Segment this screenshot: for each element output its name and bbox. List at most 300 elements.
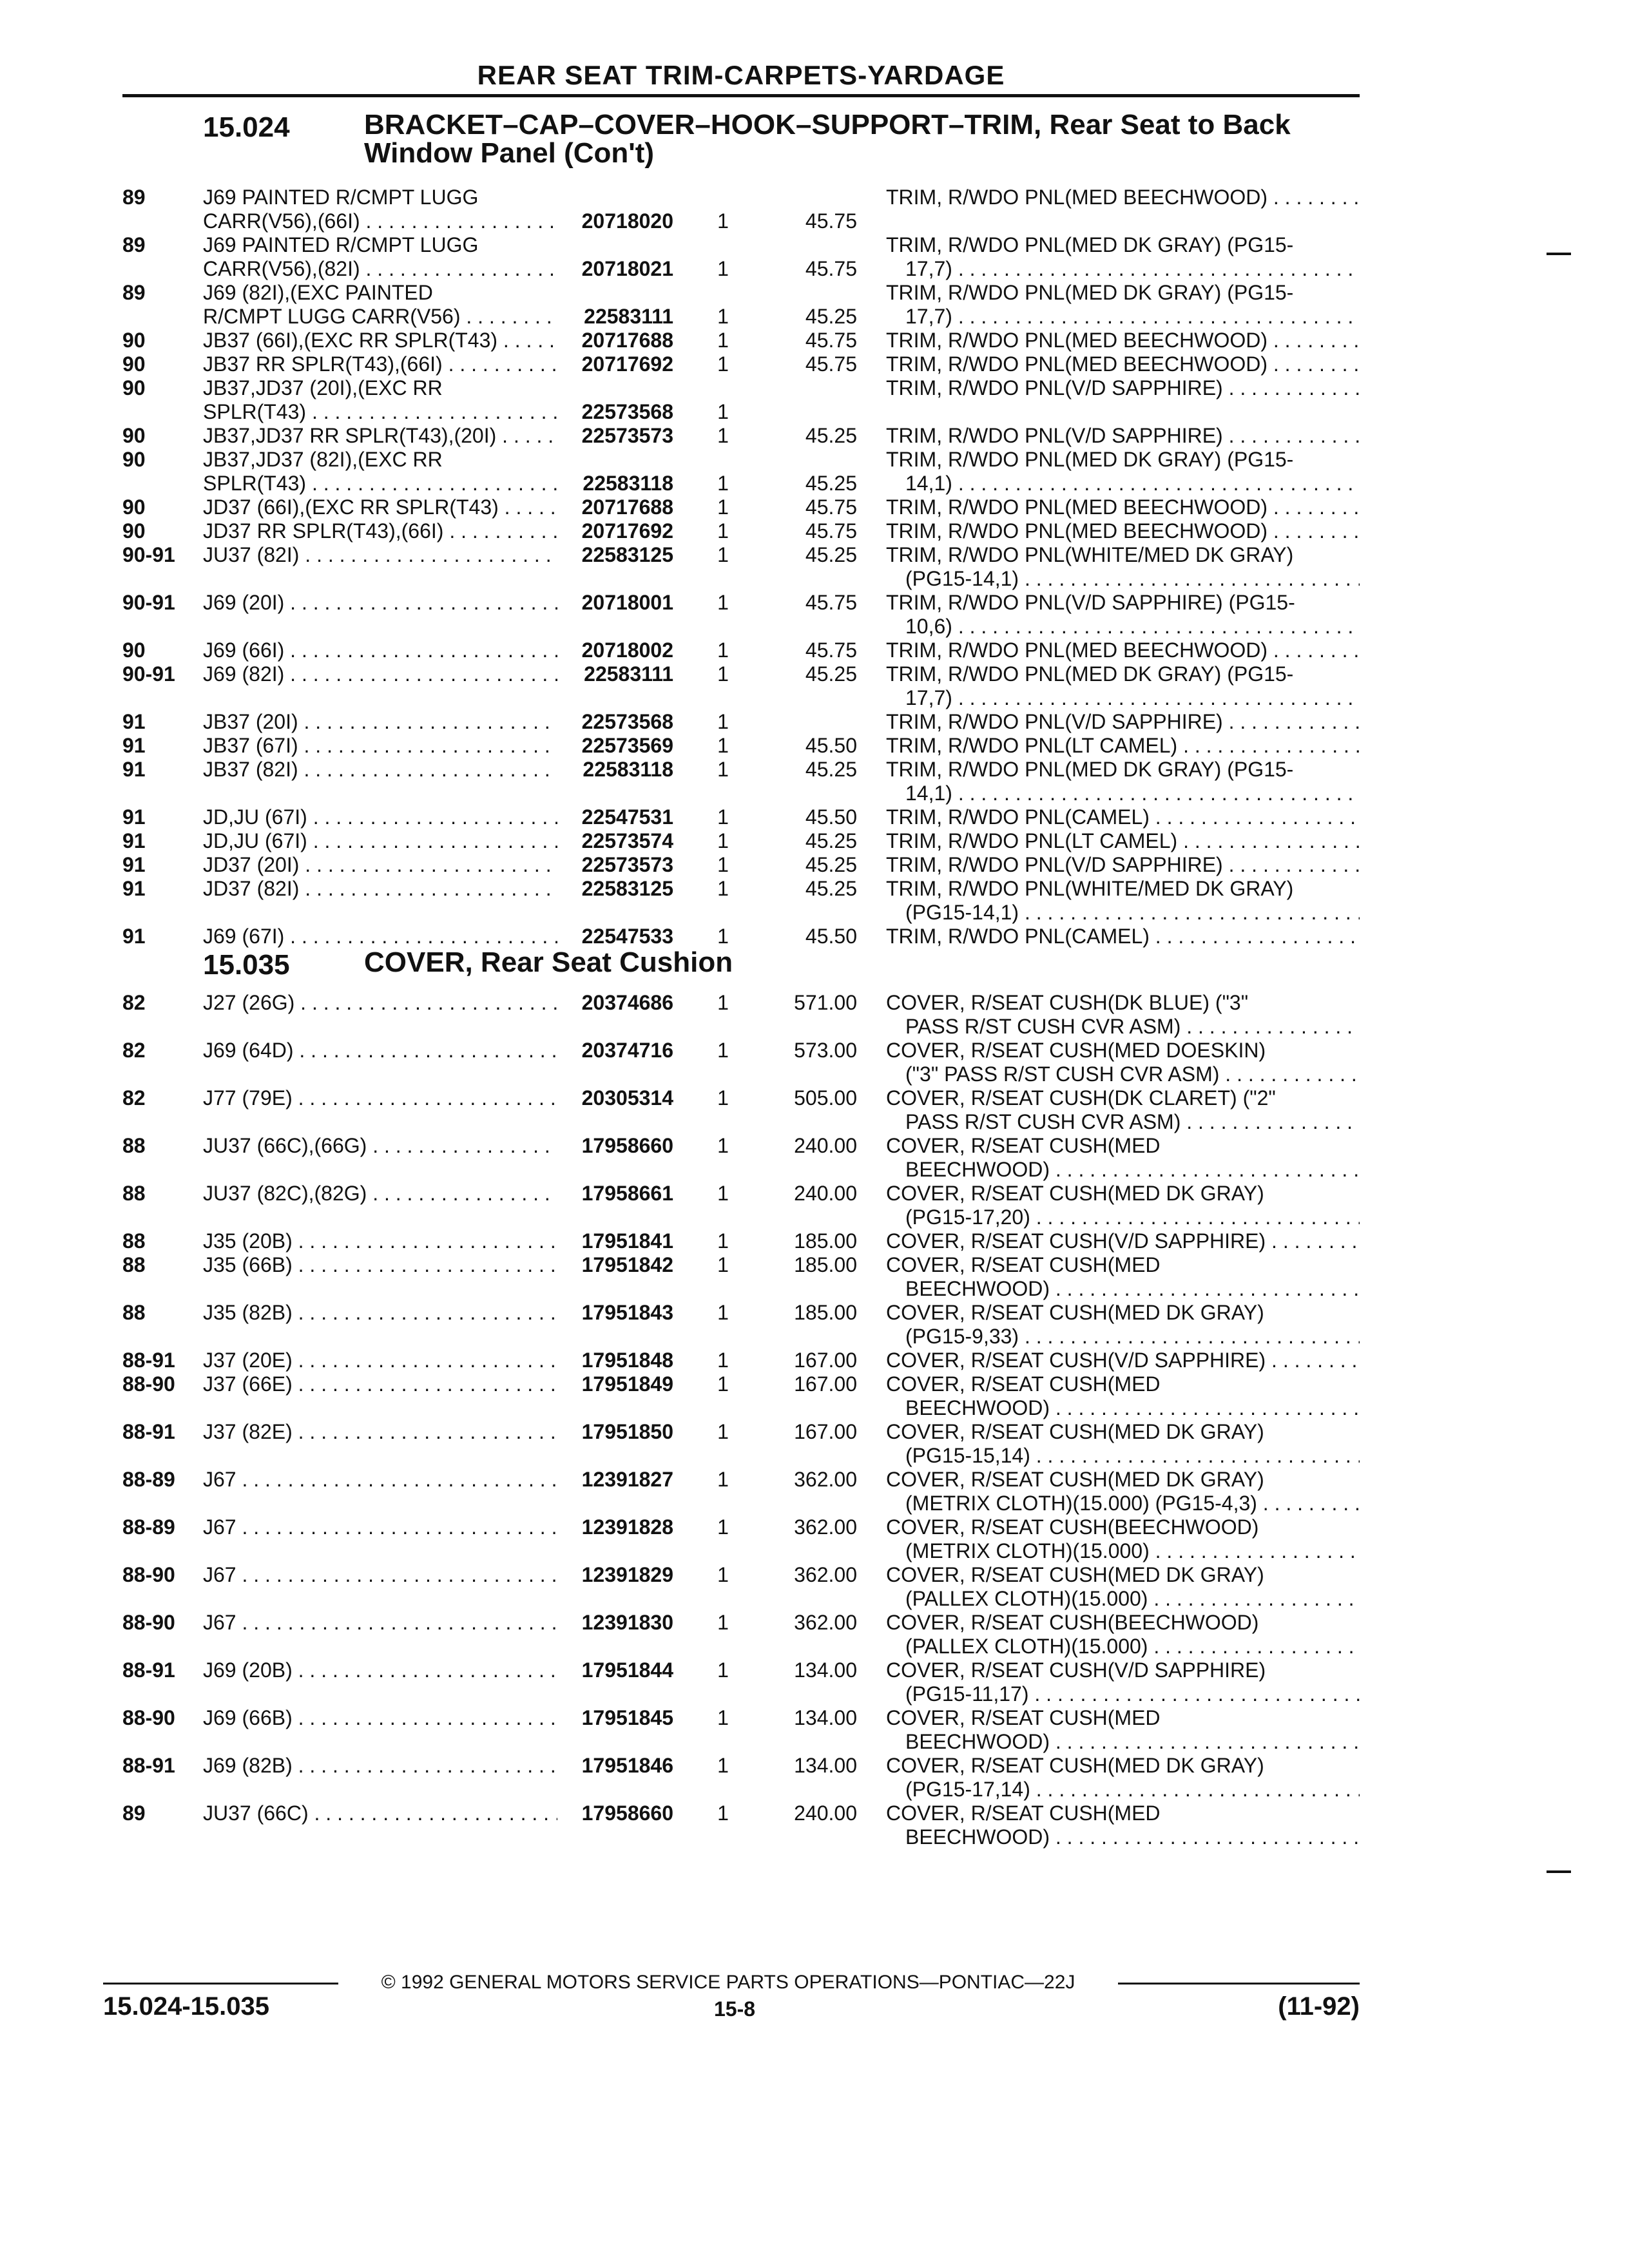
entry-line	[122, 591, 1360, 615]
part-number: 20718001	[581, 591, 673, 614]
part-description: COVER, R/SEAT CUSH(V/D SAPPHIRE) . . .	[886, 1229, 1360, 1253]
entry-line	[122, 1754, 1360, 1778]
section-number: 15.024	[203, 111, 290, 143]
price: 134.00	[794, 1658, 857, 1682]
model-code: J37 (82E) . . .	[203, 1420, 557, 1444]
entry-line	[122, 782, 1360, 805]
part-description: (PG15-15,14) . . .	[905, 1444, 1360, 1468]
part-description: 17,7) . . .	[905, 305, 1360, 329]
quantity: 1	[717, 1349, 729, 1372]
entry-line	[122, 1039, 1360, 1062]
price: 45.75	[805, 495, 857, 519]
footer-date: (11-92)	[1278, 1992, 1360, 2021]
quantity: 1	[717, 1229, 729, 1253]
part-number: 17951842	[581, 1253, 673, 1276]
quantity: 1	[717, 1802, 729, 1825]
part-entry	[122, 352, 1360, 376]
price: 134.00	[794, 1754, 857, 1777]
part-description: TRIM, R/WDO PNL(MED DK GRAY) (PG15-	[886, 281, 1294, 304]
year-range: 82	[122, 1039, 146, 1062]
entry-line	[122, 853, 1360, 877]
year-range: 90	[122, 448, 146, 471]
model-code: J69 PAINTED R/CMPT LUGG	[203, 186, 479, 209]
model-code: SPLR(T43) . . .	[203, 472, 557, 495]
model-code: J35 (20B) . . .	[203, 1229, 557, 1253]
part-entry	[122, 1706, 1360, 1754]
part-number: 20717688	[581, 329, 673, 352]
entry-line	[122, 1706, 1360, 1730]
part-description: TRIM, R/WDO PNL(MED BEECHWOOD) . . .	[886, 352, 1360, 376]
year-range: 91	[122, 805, 146, 829]
part-entry	[122, 233, 1360, 281]
model-code: J35 (66B) . . .	[203, 1253, 557, 1277]
entry-line	[122, 758, 1360, 782]
model-code: J69 (66B) . . .	[203, 1706, 557, 1730]
part-entry	[122, 710, 1360, 734]
part-description: 10,6) . . .	[905, 615, 1360, 639]
part-description: BEECHWOOD) . . .	[905, 1277, 1360, 1301]
model-code: JB37,JD37 RR SPLR(T43),(20I) . . .	[203, 424, 557, 448]
price: 45.25	[805, 472, 857, 495]
year-range: 82	[122, 991, 146, 1014]
part-entry	[122, 877, 1360, 925]
entry-line	[122, 567, 1360, 591]
year-range: 91	[122, 758, 146, 781]
part-description: COVER, R/SEAT CUSH(MED DK GRAY)	[886, 1420, 1264, 1443]
price: 167.00	[794, 1420, 857, 1443]
part-description: (PG15-17,14) . . .	[905, 1778, 1360, 1802]
price: 185.00	[794, 1229, 857, 1253]
part-description: COVER, R/SEAT CUSH(MED DK GRAY)	[886, 1182, 1264, 1205]
model-code: JD37 (20I) . . .	[203, 853, 557, 877]
part-number: 17951844	[581, 1658, 673, 1682]
quantity: 1	[717, 758, 729, 781]
entry-line	[122, 1325, 1360, 1349]
margin-mark	[1547, 253, 1571, 255]
part-number: 17951849	[581, 1372, 673, 1396]
entry-line	[122, 662, 1360, 686]
price: 240.00	[794, 1182, 857, 1205]
year-range: 91	[122, 925, 146, 948]
price: 45.25	[805, 853, 857, 876]
section-number: 15.035	[203, 949, 290, 981]
part-description: TRIM, R/WDO PNL(WHITE/MED DK GRAY)	[886, 877, 1294, 900]
part-description: (PALLEX CLOTH)(15.000) . . .	[905, 1635, 1360, 1658]
entry-line	[122, 1206, 1360, 1229]
part-description: BEECHWOOD) . . .	[905, 1825, 1360, 1849]
part-description: ("3" PASS R/ST CUSH CVR ASM) . . .	[905, 1062, 1360, 1086]
model-code: JB37 (20I) . . .	[203, 710, 557, 734]
entry-line	[122, 543, 1360, 567]
entry-line	[122, 186, 1360, 209]
year-range: 89	[122, 186, 146, 209]
part-entry	[122, 734, 1360, 758]
part-entry	[122, 1253, 1360, 1301]
model-code: J37 (20E) . . .	[203, 1349, 557, 1372]
part-number: 20718020	[581, 209, 673, 233]
part-description: (METRIX CLOTH)(15.000) (PG15-4,3) . . .	[905, 1492, 1360, 1515]
quantity: 1	[717, 1372, 729, 1396]
price: 362.00	[794, 1515, 857, 1539]
footer-section-range: 15.024-15.035	[103, 1992, 270, 2021]
part-entry	[122, 186, 1360, 233]
year-range: 88	[122, 1253, 146, 1276]
entry-line	[122, 1372, 1360, 1396]
model-code: R/CMPT LUGG CARR(V56) . . .	[203, 305, 557, 329]
part-description: COVER, R/SEAT CUSH(MED DK GRAY)	[886, 1468, 1264, 1491]
price: 45.25	[805, 424, 857, 447]
quantity: 1	[717, 305, 729, 328]
part-description: TRIM, R/WDO PNL(MED DK GRAY) (PG15-	[886, 233, 1294, 256]
entry-line	[122, 376, 1360, 400]
part-entry	[122, 543, 1360, 591]
part-entry	[122, 424, 1360, 448]
part-number: 20305314	[581, 1086, 673, 1110]
entry-line	[122, 686, 1360, 710]
model-code: JB37,JD37 (82I),(EXC RR	[203, 448, 443, 471]
year-range: 89	[122, 281, 146, 304]
section-title: BRACKET–CAP–COVER–HOOK–SUPPORT–TRIM, Rear Seat to Back Window Panel (Con't)	[364, 109, 1291, 169]
price: 362.00	[794, 1468, 857, 1491]
entry-line	[122, 1301, 1360, 1325]
quantity: 1	[717, 925, 729, 948]
part-description: COVER, R/SEAT CUSH(MED	[886, 1372, 1161, 1396]
model-code: JB37 (66I),(EXC RR SPLR(T43) . . .	[203, 329, 557, 352]
part-description: (PG15-14,1) . . .	[905, 567, 1360, 591]
part-entry	[122, 1229, 1360, 1253]
quantity: 1	[717, 662, 729, 686]
price: 45.25	[805, 829, 857, 852]
part-number: 22547531	[581, 805, 673, 829]
part-entry	[122, 448, 1360, 495]
part-description: COVER, R/SEAT CUSH(MED	[886, 1706, 1161, 1729]
footer-copyright: © 1992 GENERAL MOTORS SERVICE PARTS OPERATIONS—PONTIAC—22J	[381, 1972, 1075, 1993]
entry-line	[122, 400, 1360, 424]
entry-line	[122, 1515, 1360, 1539]
quantity: 1	[717, 1086, 729, 1110]
model-code: JD37 (66I),(EXC RR SPLR(T43) . . .	[203, 495, 557, 519]
part-description: (PALLEX CLOTH)(15.000) . . .	[905, 1587, 1360, 1611]
model-code: J69 (20I) . . .	[203, 591, 557, 615]
entry-line	[122, 448, 1360, 472]
part-entry	[122, 991, 1360, 1039]
entry-line	[122, 1587, 1360, 1611]
entry-line	[122, 615, 1360, 639]
part-description: COVER, R/SEAT CUSH(MED DK GRAY)	[886, 1563, 1264, 1586]
part-number: 22547533	[581, 925, 673, 948]
quantity: 1	[717, 519, 729, 543]
part-number: 17951843	[581, 1301, 673, 1324]
year-range: 88	[122, 1182, 146, 1205]
entry-line	[122, 1635, 1360, 1658]
entry-line	[122, 1825, 1360, 1849]
price: 45.25	[805, 662, 857, 686]
part-description: TRIM, R/WDO PNL(MED DK GRAY) (PG15-	[886, 662, 1294, 686]
model-code: JU37 (82I) . . .	[203, 543, 557, 567]
part-description: (PG15-11,17) . . .	[905, 1682, 1360, 1706]
model-code: J67 . . .	[203, 1515, 557, 1539]
part-entry	[122, 662, 1360, 710]
model-code: SPLR(T43) . . .	[203, 400, 557, 424]
year-range: 88-89	[122, 1468, 175, 1491]
year-range: 89	[122, 233, 146, 256]
price: 45.75	[805, 639, 857, 662]
part-description: COVER, R/SEAT CUSH(MED	[886, 1134, 1161, 1157]
quantity: 1	[717, 543, 729, 566]
entry-line	[122, 1420, 1360, 1444]
model-code: JU37 (66C) . . .	[203, 1802, 557, 1825]
entry-line	[122, 1778, 1360, 1802]
part-entry	[122, 1420, 1360, 1468]
part-description: TRIM, R/WDO PNL(LT CAMEL) . . .	[886, 734, 1360, 758]
header-rule	[122, 94, 1360, 97]
part-entry	[122, 591, 1360, 639]
section-heading	[122, 111, 1360, 186]
year-range: 90	[122, 424, 146, 447]
entry-line	[122, 1134, 1360, 1158]
price: 505.00	[794, 1086, 857, 1110]
footer-rule	[1118, 1983, 1360, 1984]
entry-line	[122, 639, 1360, 662]
year-range: 88-89	[122, 1515, 175, 1539]
year-range: 88-90	[122, 1706, 175, 1729]
quantity: 1	[717, 1706, 729, 1729]
part-number: 22573568	[581, 710, 673, 733]
price: 45.50	[805, 925, 857, 948]
year-range: 90	[122, 519, 146, 543]
price: 45.25	[805, 877, 857, 900]
entry-line	[122, 1563, 1360, 1587]
part-entry	[122, 805, 1360, 829]
quantity: 1	[717, 1754, 729, 1777]
model-code: JD,JU (67I) . . .	[203, 805, 557, 829]
part-entry	[122, 1301, 1360, 1349]
part-number: 22583125	[581, 543, 673, 566]
model-code: J69 (82B) . . .	[203, 1754, 557, 1778]
entry-line	[122, 901, 1360, 925]
part-entry	[122, 1372, 1360, 1420]
part-description: TRIM, R/WDO PNL(MED DK GRAY) (PG15-	[886, 758, 1294, 781]
part-entry	[122, 1182, 1360, 1229]
year-range: 88-90	[122, 1563, 175, 1586]
price: 45.25	[805, 305, 857, 328]
part-number: 20374716	[581, 1039, 673, 1062]
part-number: 22583118	[583, 758, 673, 781]
entry-line	[122, 1253, 1360, 1277]
year-range: 88-90	[122, 1611, 175, 1634]
model-code: J37 (66E) . . .	[203, 1372, 557, 1396]
part-description: TRIM, R/WDO PNL(V/D SAPPHIRE) . . .	[886, 853, 1360, 877]
model-code: J69 (82I) . . .	[203, 662, 557, 686]
model-code: JB37 (82I) . . .	[203, 758, 557, 782]
price: 45.75	[805, 329, 857, 352]
part-number: 22573569	[581, 734, 673, 757]
part-number: 17951850	[581, 1420, 673, 1443]
entry-line	[122, 519, 1360, 543]
parts-listing	[122, 111, 1360, 1849]
price: 45.75	[805, 591, 857, 614]
part-number: 20717692	[581, 519, 673, 543]
price: 167.00	[794, 1349, 857, 1372]
year-range: 88-91	[122, 1349, 175, 1372]
year-range: 90-91	[122, 591, 175, 614]
entry-line	[122, 233, 1360, 257]
quantity: 1	[717, 400, 729, 423]
model-code: J35 (82B) . . .	[203, 1301, 557, 1325]
part-description: TRIM, R/WDO PNL(V/D SAPPHIRE) (PG15-	[886, 591, 1295, 614]
part-entry	[122, 1754, 1360, 1802]
quantity: 1	[717, 209, 729, 233]
part-description: COVER, R/SEAT CUSH(V/D SAPPHIRE) . . .	[886, 1349, 1360, 1372]
part-description: TRIM, R/WDO PNL(LT CAMEL) . . .	[886, 829, 1360, 853]
model-code: J69 PAINTED R/CMPT LUGG	[203, 233, 479, 256]
year-range: 88-91	[122, 1658, 175, 1682]
year-range: 88	[122, 1134, 146, 1157]
part-entry	[122, 1658, 1360, 1706]
entry-line	[122, 1158, 1360, 1182]
model-code: CARR(V56),(82I) . . .	[203, 257, 557, 281]
entry-line	[122, 1396, 1360, 1420]
price: 45.75	[805, 519, 857, 543]
model-code: JD37 (82I) . . .	[203, 877, 557, 901]
model-code: J27 (26G) . . .	[203, 991, 557, 1015]
part-description: TRIM, R/WDO PNL(V/D SAPPHIRE) . . .	[886, 710, 1360, 734]
part-description: COVER, R/SEAT CUSH(V/D SAPPHIRE)	[886, 1658, 1266, 1682]
model-code: JB37,JD37 (20I),(EXC RR	[203, 376, 443, 399]
entry-line	[122, 1444, 1360, 1468]
part-description: TRIM, R/WDO PNL(V/D SAPPHIRE) . . .	[886, 376, 1360, 400]
model-code: J69 (64D) . . .	[203, 1039, 557, 1062]
part-description: TRIM, R/WDO PNL(WHITE/MED DK GRAY)	[886, 543, 1294, 566]
model-code: CARR(V56),(66I) . . .	[203, 209, 557, 233]
quantity: 1	[717, 805, 729, 829]
year-range: 91	[122, 829, 146, 852]
year-range: 90-91	[122, 543, 175, 566]
entry-line	[122, 472, 1360, 495]
model-code: JD,JU (67I) . . .	[203, 829, 557, 853]
entry-line	[122, 1229, 1360, 1253]
quantity: 1	[717, 829, 729, 852]
part-number: 20718021	[581, 257, 673, 280]
model-code: JU37 (66C),(66G) . . .	[203, 1134, 557, 1158]
part-number: 12391830	[581, 1611, 673, 1634]
entry-line	[122, 991, 1360, 1015]
price: 185.00	[794, 1253, 857, 1276]
part-number: 17958660	[581, 1134, 673, 1157]
part-description: 17,7) . . .	[905, 257, 1360, 281]
price: 45.25	[805, 758, 857, 781]
quantity: 1	[717, 257, 729, 280]
entry-line	[122, 1086, 1360, 1110]
entry-line	[122, 1277, 1360, 1301]
entry-line	[122, 877, 1360, 901]
part-description: COVER, R/SEAT CUSH(MED	[886, 1802, 1161, 1825]
part-description: COVER, R/SEAT CUSH(MED DK GRAY)	[886, 1301, 1264, 1324]
entry-line	[122, 734, 1360, 758]
footer-rule	[103, 1983, 338, 1984]
year-range: 90	[122, 352, 146, 376]
entry-line	[122, 1682, 1360, 1706]
part-entry	[122, 925, 1360, 948]
entry-line	[122, 1468, 1360, 1492]
section-title: COVER, Rear Seat Cushion	[364, 947, 733, 978]
part-entry	[122, 1468, 1360, 1515]
part-entry	[122, 281, 1360, 329]
part-entry	[122, 758, 1360, 805]
price: 45.50	[805, 734, 857, 757]
entry-line	[122, 424, 1360, 448]
price: 362.00	[794, 1563, 857, 1586]
entry-line	[122, 829, 1360, 853]
part-entry	[122, 1039, 1360, 1086]
part-description: TRIM, R/WDO PNL(MED BEECHWOOD) . . .	[886, 186, 1360, 209]
part-number: 22583111	[584, 662, 673, 686]
year-range: 88	[122, 1301, 146, 1324]
year-range: 91	[122, 710, 146, 733]
entry-line	[122, 1015, 1360, 1039]
part-description: TRIM, R/WDO PNL(MED BEECHWOOD) . . .	[886, 639, 1360, 662]
part-number: 17951841	[581, 1229, 673, 1253]
part-number: 17951848	[581, 1349, 673, 1372]
part-description: COVER, R/SEAT CUSH(MED	[886, 1253, 1161, 1276]
quantity: 1	[717, 1182, 729, 1205]
quantity: 1	[717, 495, 729, 519]
year-range: 91	[122, 877, 146, 900]
part-description: TRIM, R/WDO PNL(MED DK GRAY) (PG15-	[886, 448, 1294, 471]
year-range: 90	[122, 639, 146, 662]
part-description: COVER, R/SEAT CUSH(DK CLARET) ("2"	[886, 1086, 1276, 1110]
quantity: 1	[717, 472, 729, 495]
part-description: (METRIX CLOTH)(15.000) . . .	[905, 1539, 1360, 1563]
part-description: 17,7) . . .	[905, 686, 1360, 710]
price: 45.50	[805, 805, 857, 829]
part-entry	[122, 329, 1360, 352]
quantity: 1	[717, 1563, 729, 1586]
part-description: 14,1) . . .	[905, 472, 1360, 495]
entry-line	[122, 1730, 1360, 1754]
model-code: J77 (79E) . . .	[203, 1086, 557, 1110]
price: 571.00	[794, 991, 857, 1014]
entry-line	[122, 281, 1360, 305]
price: 240.00	[794, 1802, 857, 1825]
part-number: 22573573	[581, 853, 673, 876]
part-entry	[122, 495, 1360, 519]
year-range: 90	[122, 329, 146, 352]
part-description: COVER, R/SEAT CUSH(MED DK GRAY)	[886, 1754, 1264, 1777]
part-number: 20717688	[581, 495, 673, 519]
price: 573.00	[794, 1039, 857, 1062]
part-description: (PG15-14,1) . . .	[905, 901, 1360, 925]
part-description: TRIM, R/WDO PNL(V/D SAPPHIRE) . . .	[886, 424, 1360, 448]
quantity: 1	[717, 1611, 729, 1634]
part-entry	[122, 829, 1360, 853]
part-number: 22583125	[581, 877, 673, 900]
model-code: J69 (82I),(EXC PAINTED	[203, 281, 433, 304]
entry-line	[122, 1062, 1360, 1086]
part-entry	[122, 376, 1360, 424]
part-number: 12391828	[581, 1515, 673, 1539]
part-number: 12391827	[581, 1468, 673, 1491]
year-range: 88-91	[122, 1754, 175, 1777]
part-entry	[122, 853, 1360, 877]
model-code: J67 . . .	[203, 1468, 557, 1492]
part-description: PASS R/ST CUSH CVR ASM) . . .	[905, 1015, 1360, 1039]
part-number: 22573568	[581, 400, 673, 423]
part-description: BEECHWOOD) . . .	[905, 1396, 1360, 1420]
year-range: 88	[122, 1229, 146, 1253]
year-range: 82	[122, 1086, 146, 1110]
model-code: J69 (67I) . . .	[203, 925, 557, 948]
